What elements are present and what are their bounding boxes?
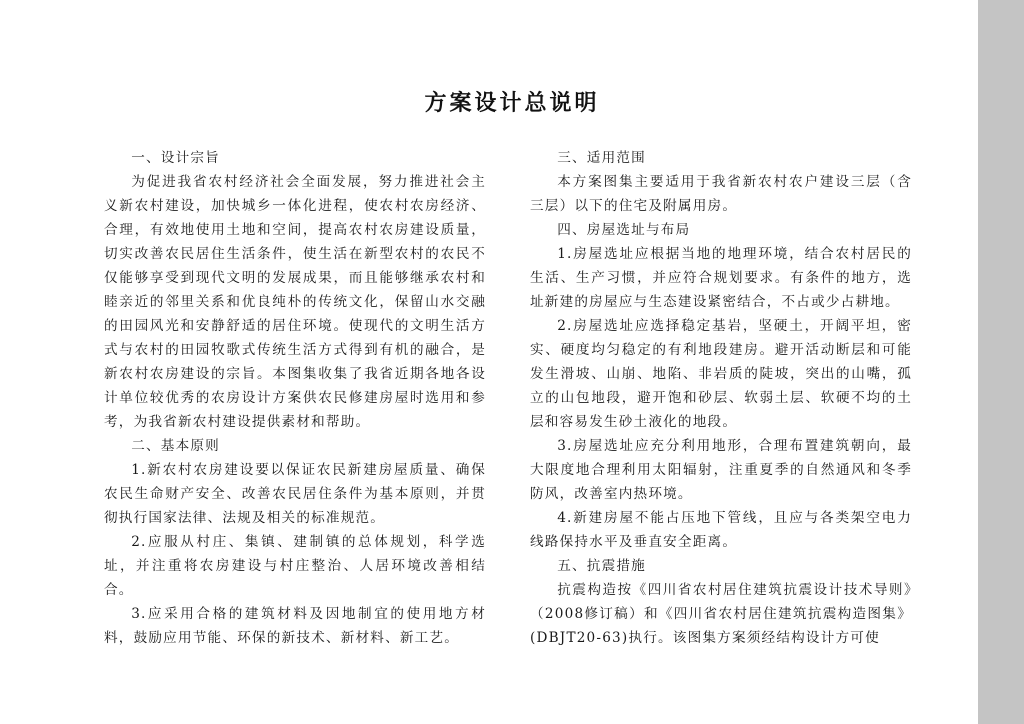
section-heading-basic-principles: 二、基本原则 — [131, 438, 220, 454]
section-heading-scope: 三、适用范围 — [557, 150, 646, 166]
paragraph-site-1: 1.房屋选址应根据当地的地理环境，结合农村居民的生活、生产习惯，并应符合规划要求。有条件的地方，选址新建的房屋应与生态建设紧密结合，不占或少占耕地。 — [530, 246, 912, 310]
paragraph-seismic: 抗震构造按《四川省农村居住建筑抗震设计技术导则》（2008修订稿）和《四川省农村居住建筑抗震构造图集》(DBJT20-63)执行。该图集方案须经结构设计方可使 — [530, 582, 912, 646]
paragraph-site-4: 4.新建房屋不能占压地下管线，且应与各类架空电力线路保持水平及垂直安全距离。 — [530, 510, 912, 550]
paragraph-principle-2: 2.应服从村庄、集镇、建制镇的总体规划，科学选址，并注重将农房建设与村庄整治、人居环境改善相结合。 — [104, 534, 486, 598]
left-column — [104, 146, 486, 650]
section-heading-site-layout: 四、房屋选址与布局 — [557, 222, 691, 238]
section-heading-design-purpose: 一、设计宗旨 — [131, 150, 220, 166]
page-title: 方案设计总说明 — [424, 91, 600, 116]
paragraph-principle-1: 1.新农村农房建设要以保证农民新建房屋质量、确保农民生命财产安全、改善农民居住条件为基本原则，并贯彻执行国家法律、法规及相关的标准规范。 — [104, 462, 486, 526]
right-column — [530, 146, 912, 650]
paragraph-site-3: 3.房屋选址应充分利用地形，合理布置建筑朝向，最大限度地合理利用太阳辐射，注重夏季的自然通风和冬季防风，改善室内热环境。 — [530, 438, 912, 502]
paragraph-site-2: 2.房屋选址应选择稳定基岩，坚硬土，开阔平坦，密实、硬度均匀稳定的有利地段建房。避开活动断层和可能发生滑坡、山崩、地陷、非岩质的陡坡，突出的山嘴，孤立的山包地段，避开饱和砂层、软弱土层、软硬不均的土层和容易发生砂土液化的地段。 — [530, 318, 912, 430]
vertical-scrollbar[interactable] — [978, 0, 1024, 724]
paragraph-principle-3: 3.应采用合格的建筑材料及因地制宜的使用地方材料，鼓励应用节能、环保的新技术、新材料、新工艺。 — [104, 606, 486, 646]
paragraph-design-purpose: 为促进我省农村经济社会全面发展，努力推进社会主义新农村建设，加快城乡一体化进程，使农村农房经济、合理，有效地使用土地和空间，提高农村农房建设质量，切实改善农民居住生活条件，使生活在新型农村的农民不仅能够享受到现代文明的发展成果，而且能够继承农村和睦亲近的邻里关系和优良纯朴的传统文化，保留山水交融的田园风光和安静舒适的居住环境。使现代的文明生活方式与农村的田园牧歌式传统生活方式得到有机的融合，是新农村农房建设的宗旨。本图集收集了我省近期各地各设计单位较优秀的农房设计方案供农民修建房屋时选用和参考，为我省新农村建设提供素材和帮助。 — [104, 174, 486, 430]
paragraph-scope: 本方案图集主要适用于我省新农村农户建设三层（含三层）以下的住宅及附属用房。 — [530, 174, 912, 214]
section-heading-seismic: 五、抗震措施 — [557, 558, 646, 574]
